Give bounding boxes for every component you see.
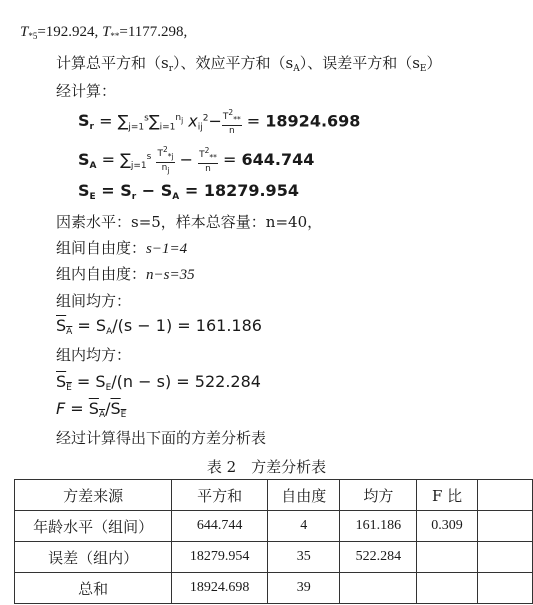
t5-value: =192.924, [37,24,99,40]
table-cell: 35 [268,542,340,573]
factor-level-line: 因素水平：s=5，样本总容量：n=40， [56,213,323,231]
sr-result: 18924.698 [265,111,361,131]
header-f-ratio: F 比 [417,480,477,511]
within-df-label: 组内自由度： [56,265,147,283]
se-result: 18279.954 [203,181,299,200]
formula-sa: $S_A = \sum_{j=1}^s$ $\frac{T^2_{*j}}{n_j}$ − $\frac{T^2_{**}}{n}$ = 644.744 [78,145,315,175]
tall-value: =1177.298, [119,24,188,40]
between-ms-label: 组间均方： [56,292,132,310]
conclusion-line: 经过计算得出下面的方差分析表 [56,429,267,447]
table-cell [417,542,477,573]
se-subscript: E [419,64,427,74]
table-cell [477,511,532,542]
compute-mid2: ）、误差平方和（s [299,54,420,72]
compute-sums-line [56,52,442,74]
table-caption: 表 2 方差分析表 [206,458,327,476]
tall-subscript: ** [110,31,120,41]
header-mean-square: 均方 [340,480,417,511]
table-cell: 4 [268,511,340,542]
formula-sr: $S_r = \sum_{j=1}^s\sum_{i=1}^{n_j}$ $x_{ij}^2-$ $\frac{T^2_{**}}{n}$ = 18924.698 [78,108,361,136]
table-cell: 0.309 [417,511,477,542]
table-cell: 18279.954 [172,542,268,573]
table-row [15,542,533,573]
table-cell: 522.284 [340,542,417,573]
table-cell: 总和 [15,573,172,604]
anova-table [14,479,533,604]
table-cell [477,542,532,573]
table-cell: 39 [268,573,340,604]
table-cell: 161.186 [340,511,417,542]
table-cell [477,573,532,604]
header-extra [477,480,532,511]
between-df-label: 组间自由度： [56,239,147,257]
between-df-value: s−1=4 [146,241,188,257]
between-ms-result: 161.186 [195,316,262,335]
formula-between-ms: $S_A = S_A/(s - 1) = 161.186$ [56,316,262,337]
within-df-line [56,263,195,284]
sr-subscript: r [168,64,174,74]
compute-end: ） [426,54,442,72]
formula-f-ratio: $F = S_A/S_E$ [56,399,127,420]
table-cell: 18924.698 [172,573,268,604]
compute-mid1: ）、效应平方和（s [173,54,294,72]
compute-text: 计算总平方和（s [56,54,169,72]
table-cell [340,573,417,604]
calc-label: 经计算： [56,82,117,100]
table-cell: 年龄水平（组间） [15,511,172,542]
header-df: 自由度 [268,480,340,511]
table-row [15,511,533,542]
t5-label: T [20,24,29,40]
formula-se: $S_E = S_r - S_A = 18279.954$ [78,181,299,202]
t-values-line [20,24,187,41]
table-row [15,573,533,604]
sa-result: 644.744 [241,149,315,169]
within-ms-label: 组内均方： [56,346,132,364]
table-cell [417,573,477,604]
sa-subscript: A [293,64,300,74]
header-source: 方差来源 [15,480,172,511]
t5-subscript: *5 [28,31,38,41]
tall-label: T [102,24,111,40]
within-df-value: n−s=35 [146,267,195,283]
formula-within-ms: $S_E = S_E/(n - s) = 522.284$ [56,372,261,393]
header-sum-squares: 平方和 [172,480,268,511]
table-cell: 644.744 [172,511,268,542]
table-header-row [15,480,533,511]
table-cell: 误差（组内） [15,542,172,573]
between-df-line [56,237,187,258]
within-ms-result: 522.284 [194,372,261,391]
